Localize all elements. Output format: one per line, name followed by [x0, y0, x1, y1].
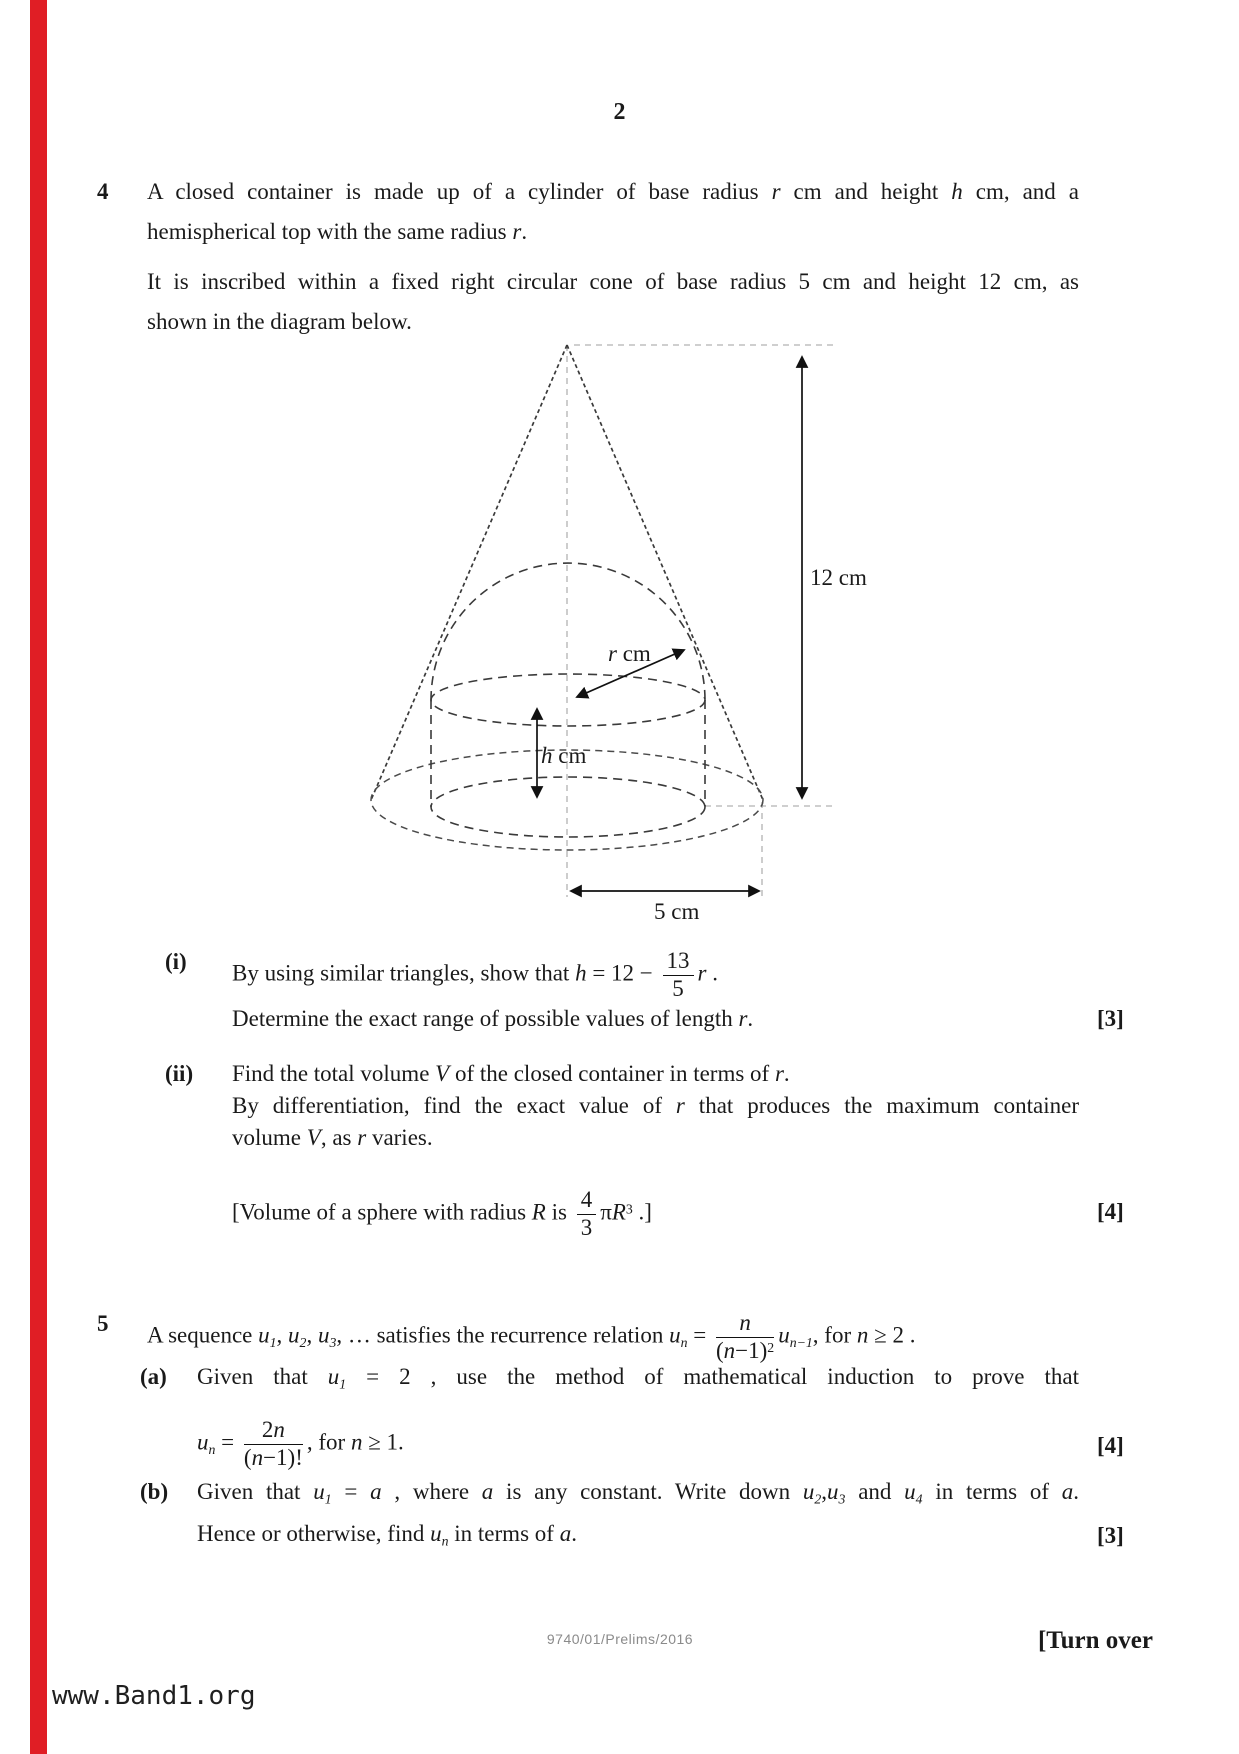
- q4-part-ii-label: (ii): [165, 1061, 194, 1086]
- q4-part-ii-line-1: Find the total volume V of the closed container in terms of r.: [232, 1061, 790, 1086]
- q4-para2-line-1: It is inscribed within a fixed right circular cone of base radius 5 cm and height 12 cm, as: [147, 269, 1079, 294]
- diagram-label-12-cm: 12 cm: [810, 565, 867, 590]
- diagram-label-h-cm: h cm: [541, 743, 587, 768]
- question-4-number: 4: [97, 179, 109, 204]
- q5-part-b-line-1: Given that u1 = a , where a is any constant. Write down u2,u3 and u4 in terms of a.: [197, 1479, 1079, 1507]
- q5-part-a-line-2: un = $\frac{2n}{(n-1)!}$ , for n ≥ 1.: [197, 1417, 404, 1470]
- q5-part-b-mark: [3]: [1097, 1523, 1124, 1548]
- cylinder-bottom-ellipse: [431, 777, 705, 837]
- question-5-number: 5: [97, 1311, 109, 1336]
- q4-part-i-label: (i): [165, 949, 187, 974]
- cone-container-diagram: [320, 330, 845, 915]
- q4-intro-line-2: hemispherical top with the same radius r.: [147, 219, 528, 244]
- cylinder-top-ellipse: [431, 674, 705, 726]
- hemisphere-arc: [431, 563, 705, 700]
- q5-part-a-line-1: Given that u1 = 2 , use the method of mathematical induction to prove that: [197, 1364, 1079, 1392]
- q5-head-line: A sequence u1, u2, u3, … satisfies the recurrence relation un = $\frac{n}{(n-1)^2}$ un−1, for n ≥ 2 .: [147, 1310, 916, 1363]
- q4-part-ii-line-2: By differentiation, find the exact value of r that produces the maximum container: [232, 1093, 1080, 1118]
- q4-part-ii-line-3: volume V, as r varies.: [232, 1125, 433, 1150]
- q5-part-b-line-2: Hence or otherwise, find un in terms of a.: [197, 1521, 577, 1549]
- red-margin-bar: [30, 0, 47, 1754]
- q4-intro-line-1: A closed container is made up of a cylinder of base radius r cm and height h cm, and a: [147, 179, 1079, 204]
- fraction: $\frac{n}{(n-1)^2}$: [715, 1310, 775, 1363]
- fraction: $\frac{4}{3}$: [577, 1188, 597, 1241]
- q4-part-i-line-1: By using similar triangles, show that h = 12 − $\frac{13}{5}$ r .: [232, 948, 718, 1001]
- q5-part-b-label: (b): [140, 1479, 169, 1504]
- q4-sphere-volume-note: [Volume of a sphere with radius R is $\frac{4}{3}$ $\pi R^3$ .]: [232, 1187, 652, 1240]
- q4-para2-line-2: shown in the diagram below.: [147, 309, 412, 334]
- q4-part-ii-mark: [4]: [1097, 1199, 1124, 1224]
- site-watermark: www.Band1.org: [52, 1681, 256, 1711]
- q5-part-a-label: (a): [140, 1364, 167, 1389]
- fraction: $\frac{2n}{(n-1)!}$: [243, 1417, 303, 1470]
- cone-right-slant: [567, 345, 763, 800]
- diagram-label-5-cm: 5 cm: [654, 899, 700, 924]
- q5-part-a-mark: [4]: [1097, 1433, 1124, 1458]
- q4-part-i-mark: [3]: [1097, 1006, 1124, 1031]
- fraction: $\frac{13}{5}$: [663, 949, 694, 1002]
- q4-part-i-line-2: Determine the exact range of possible values of length r.: [232, 1006, 754, 1031]
- turn-over-label: [Turn over: [1037, 1627, 1153, 1654]
- paper-code: 9740/01/Prelims/2016: [546, 1631, 694, 1647]
- diagram-label-r-cm: r cm: [608, 641, 651, 666]
- page-number: 2: [613, 99, 626, 125]
